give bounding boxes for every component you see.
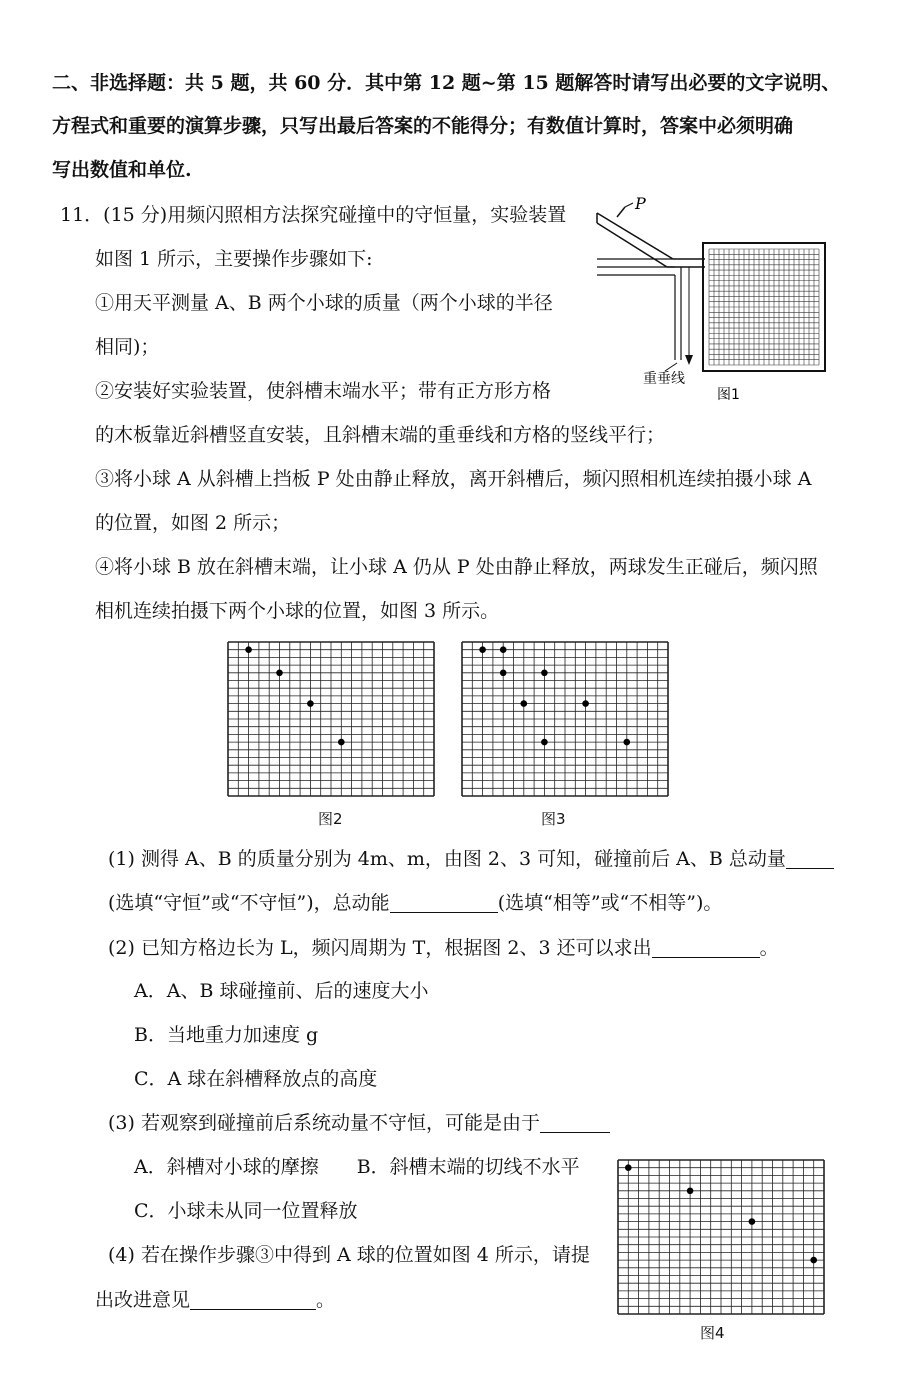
part-4-text: 出改进意见 <box>95 1289 191 1311</box>
step-3-line-2: 的位置，如图 2 所示； <box>95 512 291 534</box>
part-1-text: (1) 测得 A、B 的质量分别为 4m、m，由图 2、3 可知，碰撞前后 A、B 总动量 <box>108 848 786 870</box>
figure-3-ball-2 <box>500 646 507 653</box>
figure-3-ball-1 <box>479 646 486 653</box>
part-1-line-2 <box>108 890 722 916</box>
figure-1-apparatus <box>595 195 845 405</box>
step-1-line-1: ①用天平测量 A、B 两个小球的质量（两个小球的半径 <box>95 292 553 314</box>
step-1-line-2: 相同)； <box>95 336 160 358</box>
part-2-line <box>108 935 779 961</box>
figure-3-ball-6 <box>582 700 589 707</box>
part-2-text: (2) 已知方格边长为 L，频闪周期为 T，根据图 2、3 还可以求出 <box>108 937 652 959</box>
answer-blank-momentum[interactable] <box>786 848 834 869</box>
part-3-text: (3) 若观察到碰撞前后系统动量不守恒，可能是由于 <box>108 1112 540 1134</box>
answer-blank-part-3[interactable] <box>540 1112 610 1133</box>
q11-intro-line-1: 11．(15 分)用频闪照相方法探究碰撞中的守恒量，实验装置 <box>60 204 567 226</box>
figure-4-ball-1 <box>625 1164 632 1171</box>
figure-2-ball-4 <box>338 739 345 746</box>
figure-4-ball-2 <box>687 1188 694 1195</box>
part-1-text-2: (选填“守恒”或“不守恒”)，总动能 <box>108 892 390 914</box>
step-4-line-2: 相机连续拍摄下两个小球的位置，如图 3 所示。 <box>95 600 500 622</box>
part-2-option-C: C．A 球在斜槽释放点的高度 <box>134 1068 378 1090</box>
figure-3-caption: 图3 <box>541 810 566 828</box>
figure-2-lines <box>228 642 434 796</box>
part-3-option-C: C．小球未从同一位置释放 <box>134 1200 358 1222</box>
part-4-end: 。 <box>316 1289 336 1311</box>
step-4-line-1: ④将小球 B 放在斜槽末端，让小球 A 仍从 P 处由静止释放，两球发生正碰后，频闪照 <box>95 556 818 578</box>
section-header-line-1: 二、非选择题：共 5 题，共 60 分．其中第 12 题~第 15 题解答时请写出必要的文字说明、 <box>52 72 841 94</box>
section-header-line-2: 方程式和重要的演算步骤，只写出最后答案的不能得分；有数值计算时，答案中必须明确 <box>52 115 794 137</box>
step-3-line-1: ③将小球 A 从斜槽上挡板 P 处由静止释放，离开斜槽后，频闪照相机连续拍摄小球 A <box>95 468 812 490</box>
figure-1-caption: 图1 <box>717 387 740 403</box>
part-3-options-AB: A．斜槽对小球的摩擦 B．斜槽末端的切线不水平 <box>134 1156 580 1178</box>
figure-4-caption: 图4 <box>700 1324 725 1342</box>
figure-3-ball-5 <box>521 700 528 707</box>
part-2-end: 。 <box>759 937 779 959</box>
part-1-text-3: (选填“相等”或“不相等”)。 <box>497 892 723 914</box>
figure-3-grid <box>460 640 672 798</box>
q11-intro-line-2: 如图 1 所示，主要操作步骤如下: <box>95 248 373 270</box>
figure-2-ball-3 <box>307 700 314 707</box>
part-3-line <box>108 1110 610 1136</box>
figure-4-grid <box>616 1158 828 1316</box>
answer-blank-part-4[interactable] <box>190 1289 316 1310</box>
section-header-line-3: 写出数值和单位. <box>52 159 192 181</box>
answer-blank-kinetic-energy[interactable] <box>390 892 498 913</box>
figure-2-grid <box>226 640 438 798</box>
figure-4-lines <box>618 1160 824 1314</box>
figure-3-ball-8 <box>624 739 631 746</box>
figure-3-ball-4 <box>541 670 548 677</box>
figure-3-lines <box>462 642 668 796</box>
figure-4-ball-4 <box>810 1257 817 1264</box>
part-2-option-B: B．当地重力加速度 g <box>134 1024 319 1046</box>
part-4-line-2 <box>95 1287 335 1313</box>
figure-2-caption: 图2 <box>318 810 343 828</box>
answer-blank-part-2[interactable] <box>652 937 760 958</box>
figure-3-ball-7 <box>541 739 548 746</box>
label-P: P <box>635 195 646 213</box>
step-2-line-2: 的木板靠近斜槽竖直安装，且斜槽末端的重垂线和方格的竖线平行； <box>95 424 666 446</box>
figure-2-ball-2 <box>276 670 283 677</box>
figure-3-ball-3 <box>500 670 507 677</box>
part-4-line-1: (4) 若在操作步骤③中得到 A 球的位置如图 4 所示，请提 <box>108 1244 590 1266</box>
step-2-line-1: ②安装好实验装置，使斜槽末端水平；带有正方形方格 <box>95 380 552 402</box>
part-2-option-A: A．A、B 球碰撞前、后的速度大小 <box>134 980 429 1002</box>
figure-2-ball-1 <box>245 646 252 653</box>
label-plumb-line: 重垂线 <box>643 371 685 387</box>
part-1-line-1 <box>108 846 834 872</box>
figure-4-ball-3 <box>749 1218 756 1225</box>
